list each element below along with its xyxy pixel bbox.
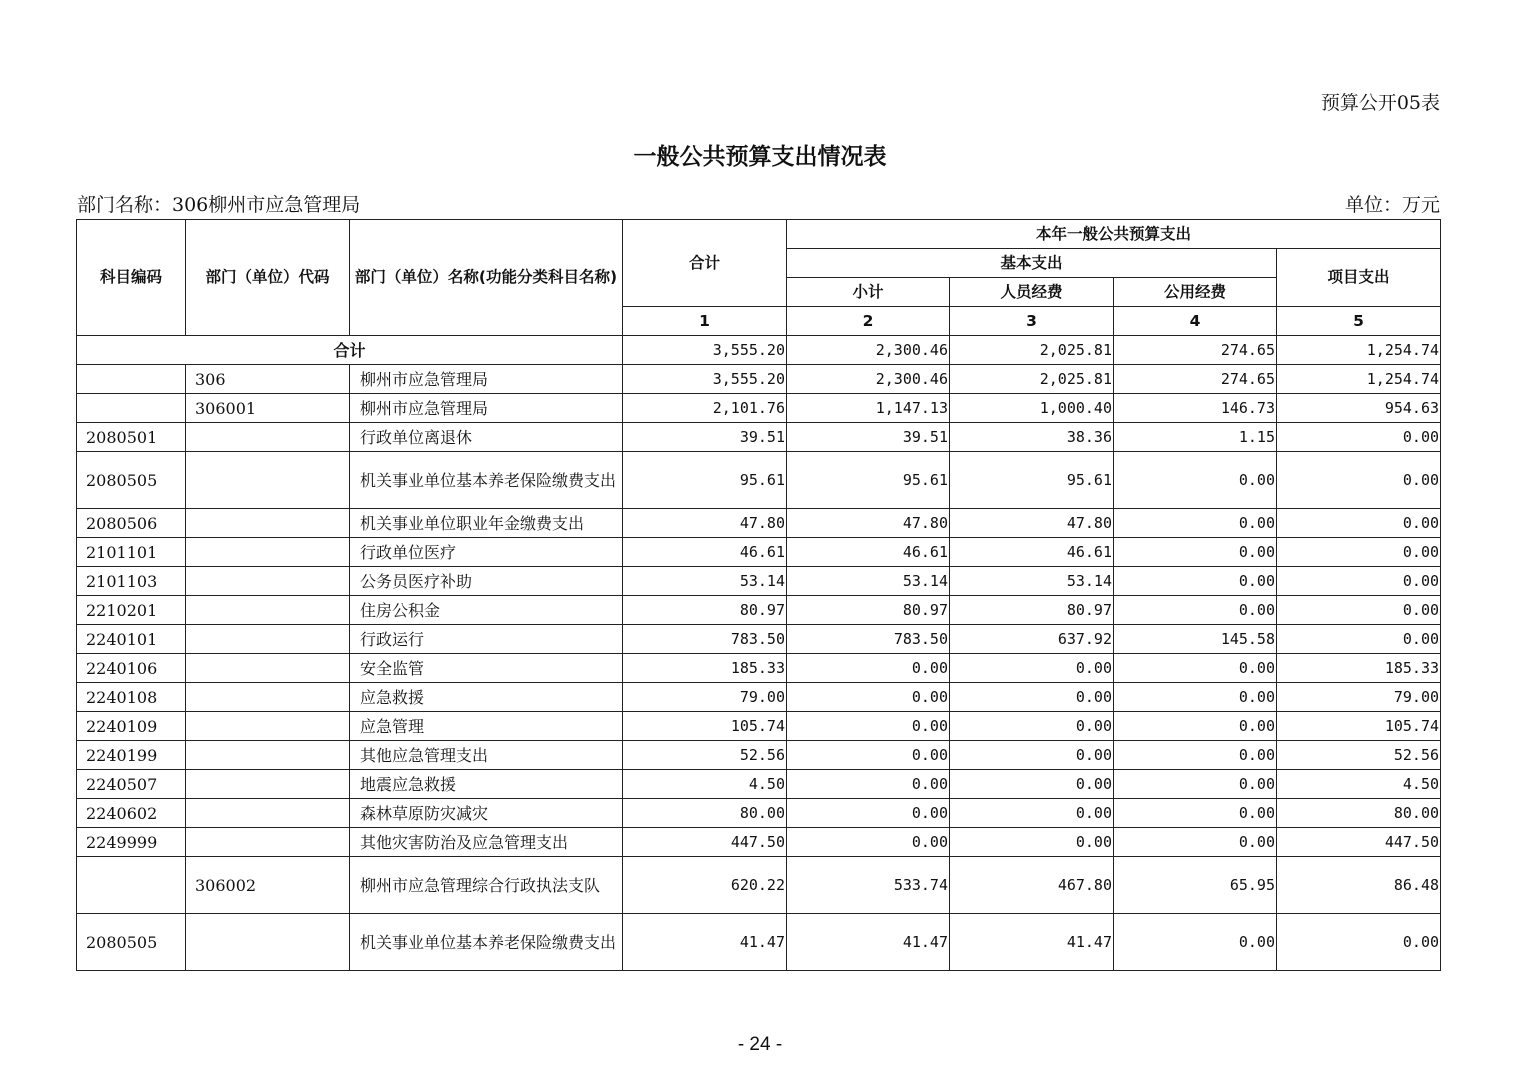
table-row: [77, 828, 1441, 857]
amount-cell: 0.00: [787, 770, 950, 799]
subject-code-cell: 2080505: [77, 914, 186, 971]
amount-cell: 0.00: [1114, 567, 1277, 596]
amount-cell: 0.00: [950, 828, 1114, 857]
amount-cell: 0.00: [1114, 654, 1277, 683]
subject-code-cell: 2240106: [77, 654, 186, 683]
amount-cell: 80.97: [623, 596, 787, 625]
amount-cell: 0.00: [787, 712, 950, 741]
amount-cell: 0.00: [1277, 423, 1441, 452]
dept-code-cell: [186, 799, 350, 828]
table-row: [77, 452, 1441, 509]
amount-cell: 0.00: [1277, 914, 1441, 971]
dept-code-cell: [186, 828, 350, 857]
table-row: [77, 567, 1441, 596]
amount-cell: 4.50: [623, 770, 787, 799]
header-group-current: 本年一般公共预算支出: [787, 220, 1441, 249]
header-group-basic: 基本支出: [787, 249, 1277, 278]
table-row: [77, 365, 1441, 394]
table-row: [77, 683, 1441, 712]
amount-cell: 0.00: [1277, 567, 1441, 596]
table-row: [77, 741, 1441, 770]
amount-cell: 47.80: [950, 509, 1114, 538]
dept-name-cell: 柳州市应急管理综合行政执法支队: [350, 857, 623, 914]
amount-cell: 0.00: [1277, 538, 1441, 567]
subject-code-cell: 2249999: [77, 828, 186, 857]
amount-cell: 1,254.74: [1277, 365, 1441, 394]
subject-code-cell: 2240602: [77, 799, 186, 828]
amount-cell: 620.22: [623, 857, 787, 914]
amount-cell: 105.74: [623, 712, 787, 741]
total-value: 2,025.81: [950, 336, 1114, 365]
amount-cell: 95.61: [623, 452, 787, 509]
amount-cell: 0.00: [1114, 828, 1277, 857]
header-project: 项目支出: [1277, 249, 1441, 307]
dept-name-cell: 柳州市应急管理局: [350, 394, 623, 423]
amount-cell: 783.50: [787, 625, 950, 654]
subject-code-cell: [77, 365, 186, 394]
dept-name-cell: 住房公积金: [350, 596, 623, 625]
amount-cell: 80.97: [950, 596, 1114, 625]
amount-cell: 637.92: [950, 625, 1114, 654]
amount-cell: 0.00: [1114, 799, 1277, 828]
amount-cell: 0.00: [787, 683, 950, 712]
header-subtotal: 小计: [787, 278, 950, 307]
dept-code-cell: [186, 567, 350, 596]
amount-cell: 0.00: [1114, 509, 1277, 538]
dept-name-cell: 其他应急管理支出: [350, 741, 623, 770]
dept-code-cell: [186, 538, 350, 567]
dept-code-cell: [186, 423, 350, 452]
dept-name-cell: 安全监管: [350, 654, 623, 683]
amount-cell: 79.00: [1277, 683, 1441, 712]
dept-name-cell: 行政单位离退休: [350, 423, 623, 452]
dept-name-cell: 行政单位医疗: [350, 538, 623, 567]
amount-cell: 80.00: [1277, 799, 1441, 828]
table-row: [77, 538, 1441, 567]
total-value: 2,300.46: [787, 336, 950, 365]
amount-cell: 0.00: [950, 683, 1114, 712]
amount-cell: 105.74: [1277, 712, 1441, 741]
amount-cell: 0.00: [1114, 596, 1277, 625]
amount-cell: 0.00: [950, 654, 1114, 683]
table-id: 预算公开05表: [1320, 92, 1440, 114]
table-row: [77, 914, 1441, 971]
subject-code-cell: 2080501: [77, 423, 186, 452]
amount-cell: 3,555.20: [623, 365, 787, 394]
subject-code-cell: 2080506: [77, 509, 186, 538]
dept-name-cell: 公务员医疗补助: [350, 567, 623, 596]
amount-cell: 0.00: [1277, 452, 1441, 509]
amount-cell: 47.80: [623, 509, 787, 538]
amount-cell: 1,147.13: [787, 394, 950, 423]
amount-cell: 41.47: [950, 914, 1114, 971]
table-row: [77, 596, 1441, 625]
dept-code-cell: [186, 914, 350, 971]
amount-cell: 0.00: [787, 654, 950, 683]
amount-cell: 4.50: [1277, 770, 1441, 799]
dept-name-cell: 应急救援: [350, 683, 623, 712]
amount-cell: 80.97: [787, 596, 950, 625]
header-index-1: 1: [623, 307, 787, 336]
dept-code-cell: [186, 452, 350, 509]
amount-cell: 41.47: [787, 914, 950, 971]
total-row: [77, 336, 1441, 365]
amount-cell: 2,101.76: [623, 394, 787, 423]
amount-cell: 2,300.46: [787, 365, 950, 394]
dept-name-cell: 柳州市应急管理局: [350, 365, 623, 394]
table-row: [77, 625, 1441, 654]
amount-cell: 39.51: [787, 423, 950, 452]
dept-code-cell: [186, 770, 350, 799]
amount-cell: 0.00: [1114, 712, 1277, 741]
header-subject-code: 科目编码: [77, 220, 186, 336]
amount-cell: 533.74: [787, 857, 950, 914]
total-value: 1,254.74: [1277, 336, 1441, 365]
amount-cell: 2,025.81: [950, 365, 1114, 394]
amount-cell: 467.80: [950, 857, 1114, 914]
amount-cell: 39.51: [623, 423, 787, 452]
dept-code-cell: [186, 509, 350, 538]
table-row: [77, 654, 1441, 683]
subject-code-cell: 2240199: [77, 741, 186, 770]
budget-table: [76, 219, 1441, 971]
dept-name-cell: 机关事业单位基本养老保险缴费支出: [350, 914, 623, 971]
amount-cell: 0.00: [1114, 683, 1277, 712]
amount-cell: 80.00: [623, 799, 787, 828]
amount-cell: 95.61: [950, 452, 1114, 509]
amount-cell: 0.00: [787, 741, 950, 770]
header-index-5: 5: [1277, 307, 1441, 336]
header-index-3: 3: [950, 307, 1114, 336]
table-row: [77, 770, 1441, 799]
amount-cell: 0.00: [787, 799, 950, 828]
header-index-4: 4: [1114, 307, 1277, 336]
department-label: 部门名称：306柳州市应急管理局: [77, 194, 361, 216]
amount-cell: 0.00: [950, 741, 1114, 770]
table-row: [77, 509, 1441, 538]
amount-cell: 1,000.40: [950, 394, 1114, 423]
subject-code-cell: 2101101: [77, 538, 186, 567]
header-dept-name: 部门（单位）名称(功能分类科目名称): [350, 220, 623, 336]
page-title: 一般公共预算支出情况表: [633, 144, 887, 170]
dept-code-cell: 306002: [186, 857, 350, 914]
subject-code-cell: 2240507: [77, 770, 186, 799]
dept-code-cell: [186, 712, 350, 741]
dept-name-cell: 应急管理: [350, 712, 623, 741]
amount-cell: 41.47: [623, 914, 787, 971]
header-index-2: 2: [787, 307, 950, 336]
table-row: [77, 423, 1441, 452]
amount-cell: 0.00: [950, 770, 1114, 799]
table-row: [77, 394, 1441, 423]
header-total: 合计: [623, 220, 787, 307]
dept-code-cell: [186, 683, 350, 712]
amount-cell: 954.63: [1277, 394, 1441, 423]
amount-cell: 447.50: [623, 828, 787, 857]
dept-code-cell: [186, 625, 350, 654]
dept-code-cell: [186, 741, 350, 770]
subject-code-cell: 2101103: [77, 567, 186, 596]
header-personnel: 人员经费: [950, 278, 1114, 307]
amount-cell: 0.00: [1277, 596, 1441, 625]
amount-cell: 783.50: [623, 625, 787, 654]
dept-code-cell: [186, 654, 350, 683]
amount-cell: 185.33: [1277, 654, 1441, 683]
subject-code-cell: 2240109: [77, 712, 186, 741]
amount-cell: 0.00: [1277, 625, 1441, 654]
dept-name-cell: 行政运行: [350, 625, 623, 654]
amount-cell: 46.61: [787, 538, 950, 567]
subject-code-cell: [77, 857, 186, 914]
amount-cell: 145.58: [1114, 625, 1277, 654]
total-label: 合计: [77, 336, 623, 365]
amount-cell: 447.50: [1277, 828, 1441, 857]
amount-cell: 65.95: [1114, 857, 1277, 914]
amount-cell: 53.14: [623, 567, 787, 596]
subject-code-cell: [77, 394, 186, 423]
dept-name-cell: 机关事业单位职业年金缴费支出: [350, 509, 623, 538]
amount-cell: 52.56: [623, 741, 787, 770]
amount-cell: 38.36: [950, 423, 1114, 452]
amount-cell: 0.00: [1114, 914, 1277, 971]
dept-name-cell: 机关事业单位基本养老保险缴费支出: [350, 452, 623, 509]
unit-label: 单位：万元: [1344, 194, 1440, 216]
amount-cell: 0.00: [1277, 509, 1441, 538]
amount-cell: 52.56: [1277, 741, 1441, 770]
amount-cell: 0.00: [950, 712, 1114, 741]
total-value: 3,555.20: [623, 336, 787, 365]
amount-cell: 185.33: [623, 654, 787, 683]
dept-code-cell: 306: [186, 365, 350, 394]
amount-cell: 0.00: [787, 828, 950, 857]
amount-cell: 0.00: [1114, 741, 1277, 770]
amount-cell: 1.15: [1114, 423, 1277, 452]
dept-name-cell: 其他灾害防治及应急管理支出: [350, 828, 623, 857]
header-public: 公用经费: [1114, 278, 1277, 307]
amount-cell: 0.00: [1114, 538, 1277, 567]
amount-cell: 46.61: [950, 538, 1114, 567]
dept-code-cell: 306001: [186, 394, 350, 423]
amount-cell: 53.14: [950, 567, 1114, 596]
subject-code-cell: 2240108: [77, 683, 186, 712]
dept-name-cell: 地震应急救援: [350, 770, 623, 799]
amount-cell: 274.65: [1114, 365, 1277, 394]
amount-cell: 46.61: [623, 538, 787, 567]
amount-cell: 47.80: [787, 509, 950, 538]
subject-code-cell: 2210201: [77, 596, 186, 625]
amount-cell: 0.00: [1114, 770, 1277, 799]
amount-cell: 146.73: [1114, 394, 1277, 423]
total-value: 274.65: [1114, 336, 1277, 365]
amount-cell: 86.48: [1277, 857, 1441, 914]
amount-cell: 79.00: [623, 683, 787, 712]
dept-name-cell: 森林草原防灾减灾: [350, 799, 623, 828]
subject-code-cell: 2080505: [77, 452, 186, 509]
amount-cell: 0.00: [1114, 452, 1277, 509]
table-row: [77, 799, 1441, 828]
table-row: [77, 857, 1441, 914]
table-row: [77, 712, 1441, 741]
amount-cell: 0.00: [950, 799, 1114, 828]
subject-code-cell: 2240101: [77, 625, 186, 654]
page-number: - 24 -: [737, 1034, 783, 1055]
dept-code-cell: [186, 596, 350, 625]
amount-cell: 53.14: [787, 567, 950, 596]
header-dept-code: 部门（单位）代码: [186, 220, 350, 336]
amount-cell: 95.61: [787, 452, 950, 509]
